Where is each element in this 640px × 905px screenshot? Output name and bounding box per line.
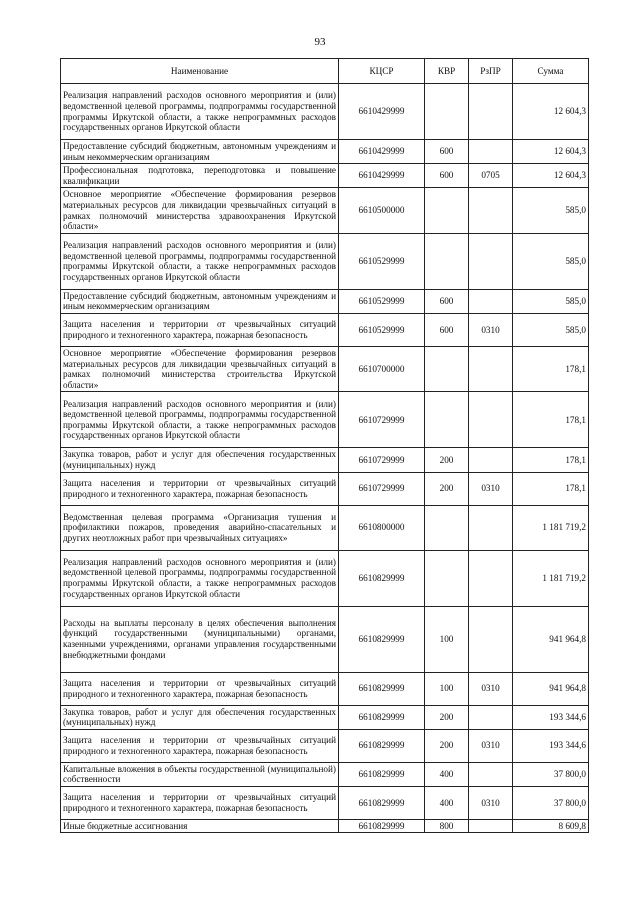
table-row [61, 550, 589, 606]
cell-rzpr [469, 289, 513, 313]
table-row [61, 289, 589, 313]
cell-sum: 193 344,6 [513, 705, 589, 729]
cell-kcsr: 6610729999 [339, 472, 425, 505]
cell-rzpr [469, 392, 513, 448]
cell-kvr [425, 392, 469, 448]
cell-sum: 37 800,0 [513, 786, 589, 819]
cell-kcsr: 6610800000 [339, 505, 425, 550]
table-row [61, 786, 589, 819]
table-row [61, 448, 589, 472]
page-number: 93 [314, 36, 326, 48]
cell-sum: 37 800,0 [513, 762, 589, 786]
cell-name: Расходы на выплаты персоналу в целях обеспечения выполнения функций государственными (муниципальными) органами, казенными учреждениями, органами управления государственными внебюджетными фондами [61, 606, 339, 672]
cell-kvr [425, 233, 469, 289]
cell-name: Основное мероприятие «Обеспечение формирования резервов материальных ресурсов для ликвидации чрезвычайных ситуаций в рамках полномочий министерства здравоохранения Иркутской области» [61, 188, 339, 233]
cell-name: Защита населения и территории от чрезвычайных ситуаций природного и техногенного характера, пожарная безопасность [61, 729, 339, 762]
table-row [61, 84, 589, 140]
cell-sum: 585,0 [513, 233, 589, 289]
table-body [61, 84, 589, 833]
cell-kcsr: 6610529999 [339, 289, 425, 313]
table-row [61, 672, 589, 705]
cell-name: Предоставление субсидий бюджетным, автономным учреждениям и иным некоммерческим организациям [61, 289, 339, 313]
cell-rzpr: 0705 [469, 164, 513, 188]
cell-kvr: 600 [425, 140, 469, 164]
cell-name: Капитальные вложения в объекты государственной (муниципальной) собственности [61, 762, 339, 786]
table-header-row [61, 59, 589, 84]
cell-rzpr [469, 233, 513, 289]
cell-kcsr: 6610429999 [339, 164, 425, 188]
cell-kvr: 600 [425, 289, 469, 313]
table-row [61, 505, 589, 550]
header-sum: Сумма [513, 59, 589, 84]
cell-name: Профессиональная подготовка, переподготовка и повышение квалификации [61, 164, 339, 188]
cell-kvr: 200 [425, 472, 469, 505]
table-row [61, 729, 589, 762]
cell-kcsr: 6610829999 [339, 672, 425, 705]
cell-name: Реализация направлений расходов основного мероприятия и (или) ведомственной целевой программы, подпрограммы государственной программы Иркутской области, а также непрограммных расходов государственных органов Иркутской области [61, 84, 339, 140]
cell-sum: 178,1 [513, 346, 589, 391]
cell-rzpr: 0310 [469, 729, 513, 762]
cell-rzpr [469, 606, 513, 672]
table-row [61, 188, 589, 233]
cell-name: Защита населения и территории от чрезвычайных ситуаций природного и техногенного характера, пожарная безопасность [61, 786, 339, 819]
cell-rzpr: 0310 [469, 313, 513, 346]
header-kcsr: КЦСР [339, 59, 425, 84]
cell-name: Реализация направлений расходов основного мероприятия и (или) ведомственной целевой программы, подпрограммы государственной программы Иркутской области, а также непрограммных расходов государственных органов Иркутской области [61, 233, 339, 289]
cell-kvr: 400 [425, 786, 469, 819]
table-row [61, 346, 589, 391]
cell-kvr [425, 188, 469, 233]
cell-rzpr: 0310 [469, 786, 513, 819]
cell-sum: 12 604,3 [513, 84, 589, 140]
cell-kvr: 600 [425, 164, 469, 188]
table-row [61, 233, 589, 289]
table-row [61, 606, 589, 672]
cell-sum: 193 344,6 [513, 729, 589, 762]
cell-rzpr [469, 819, 513, 833]
cell-name: Предоставление субсидий бюджетным, автономным учреждениям и иным некоммерческим организациям [61, 140, 339, 164]
cell-name: Ведомственная целевая программа «Организация тушения и профилактики пожаров, проведения аварийно-спасательных и других неотложных работ при чрезвычайных ситуациях» [61, 505, 339, 550]
cell-kcsr: 6610829999 [339, 819, 425, 833]
cell-sum: 8 609,8 [513, 819, 589, 833]
cell-kvr: 100 [425, 672, 469, 705]
cell-rzpr: 0310 [469, 472, 513, 505]
cell-kvr: 200 [425, 705, 469, 729]
cell-kcsr: 6610529999 [339, 233, 425, 289]
cell-kvr: 200 [425, 729, 469, 762]
cell-kcsr: 6610500000 [339, 188, 425, 233]
cell-name: Основное мероприятие «Обеспечение формирования резервов материальных ресурсов для ликвидации чрезвычайных ситуаций в рамках полномочий министерства строительства Иркутской области» [61, 346, 339, 391]
table-row [61, 472, 589, 505]
cell-name: Защита населения и территории от чрезвычайных ситуаций природного и техногенного характера, пожарная безопасность [61, 672, 339, 705]
header-name: Наименование [61, 59, 339, 84]
cell-rzpr [469, 84, 513, 140]
cell-kvr: 200 [425, 448, 469, 472]
cell-sum: 1 181 719,2 [513, 505, 589, 550]
table-row [61, 819, 589, 833]
cell-rzpr [469, 188, 513, 233]
cell-kcsr: 6610529999 [339, 313, 425, 346]
cell-kvr [425, 505, 469, 550]
table-row [61, 392, 589, 448]
cell-kvr [425, 346, 469, 391]
cell-name: Реализация направлений расходов основного мероприятия и (или) ведомственной целевой программы, подпрограммы государственной программы Иркутской области, а также непрограммных расходов государственных органов Иркутской области [61, 550, 339, 606]
cell-kvr: 400 [425, 762, 469, 786]
cell-sum: 1 181 719,2 [513, 550, 589, 606]
cell-sum: 178,1 [513, 448, 589, 472]
cell-kcsr: 6610429999 [339, 140, 425, 164]
table-row [61, 164, 589, 188]
cell-rzpr: 0310 [469, 672, 513, 705]
header-kvr: КВР [425, 59, 469, 84]
budget-table [60, 58, 589, 833]
cell-kcsr: 6610829999 [339, 786, 425, 819]
cell-kcsr: 6610829999 [339, 550, 425, 606]
cell-kcsr: 6610829999 [339, 606, 425, 672]
cell-sum: 178,1 [513, 392, 589, 448]
cell-name: Защита населения и территории от чрезвычайных ситуаций природного и техногенного характера, пожарная безопасность [61, 472, 339, 505]
table-row [61, 762, 589, 786]
cell-kcsr: 6610829999 [339, 762, 425, 786]
cell-name: Защита населения и территории от чрезвычайных ситуаций природного и техногенного характера, пожарная безопасность [61, 313, 339, 346]
cell-kvr [425, 84, 469, 140]
cell-kcsr: 6610829999 [339, 705, 425, 729]
cell-kvr [425, 550, 469, 606]
table-row [61, 140, 589, 164]
cell-rzpr [469, 140, 513, 164]
cell-sum: 178,1 [513, 472, 589, 505]
cell-sum: 941 964,8 [513, 672, 589, 705]
cell-sum: 585,0 [513, 313, 589, 346]
cell-kvr: 600 [425, 313, 469, 346]
cell-sum: 12 604,3 [513, 140, 589, 164]
cell-kcsr: 6610729999 [339, 448, 425, 472]
cell-kcsr: 6610429999 [339, 84, 425, 140]
cell-kcsr: 6610700000 [339, 346, 425, 391]
cell-name: Закупка товаров, работ и услуг для обеспечения государственных (муниципальных) нужд [61, 448, 339, 472]
cell-rzpr [469, 705, 513, 729]
cell-kvr: 800 [425, 819, 469, 833]
cell-sum: 585,0 [513, 188, 589, 233]
cell-sum: 585,0 [513, 289, 589, 313]
cell-rzpr [469, 550, 513, 606]
cell-kcsr: 6610829999 [339, 729, 425, 762]
cell-kcsr: 6610729999 [339, 392, 425, 448]
cell-name: Иные бюджетные ассигнования [61, 819, 339, 833]
header-rzpr: РзПР [469, 59, 513, 84]
cell-rzpr [469, 762, 513, 786]
cell-rzpr [469, 505, 513, 550]
cell-sum: 941 964,8 [513, 606, 589, 672]
cell-rzpr [469, 346, 513, 391]
cell-name: Реализация направлений расходов основного мероприятия и (или) ведомственной целевой программы, подпрограммы государственной программы Иркутской области, а также непрограммных расходов государственных органов Иркутской области [61, 392, 339, 448]
cell-name: Закупка товаров, работ и услуг для обеспечения государственных (муниципальных) нужд [61, 705, 339, 729]
cell-kvr: 100 [425, 606, 469, 672]
cell-sum: 12 604,3 [513, 164, 589, 188]
table-row [61, 313, 589, 346]
cell-rzpr [469, 448, 513, 472]
table-row [61, 705, 589, 729]
